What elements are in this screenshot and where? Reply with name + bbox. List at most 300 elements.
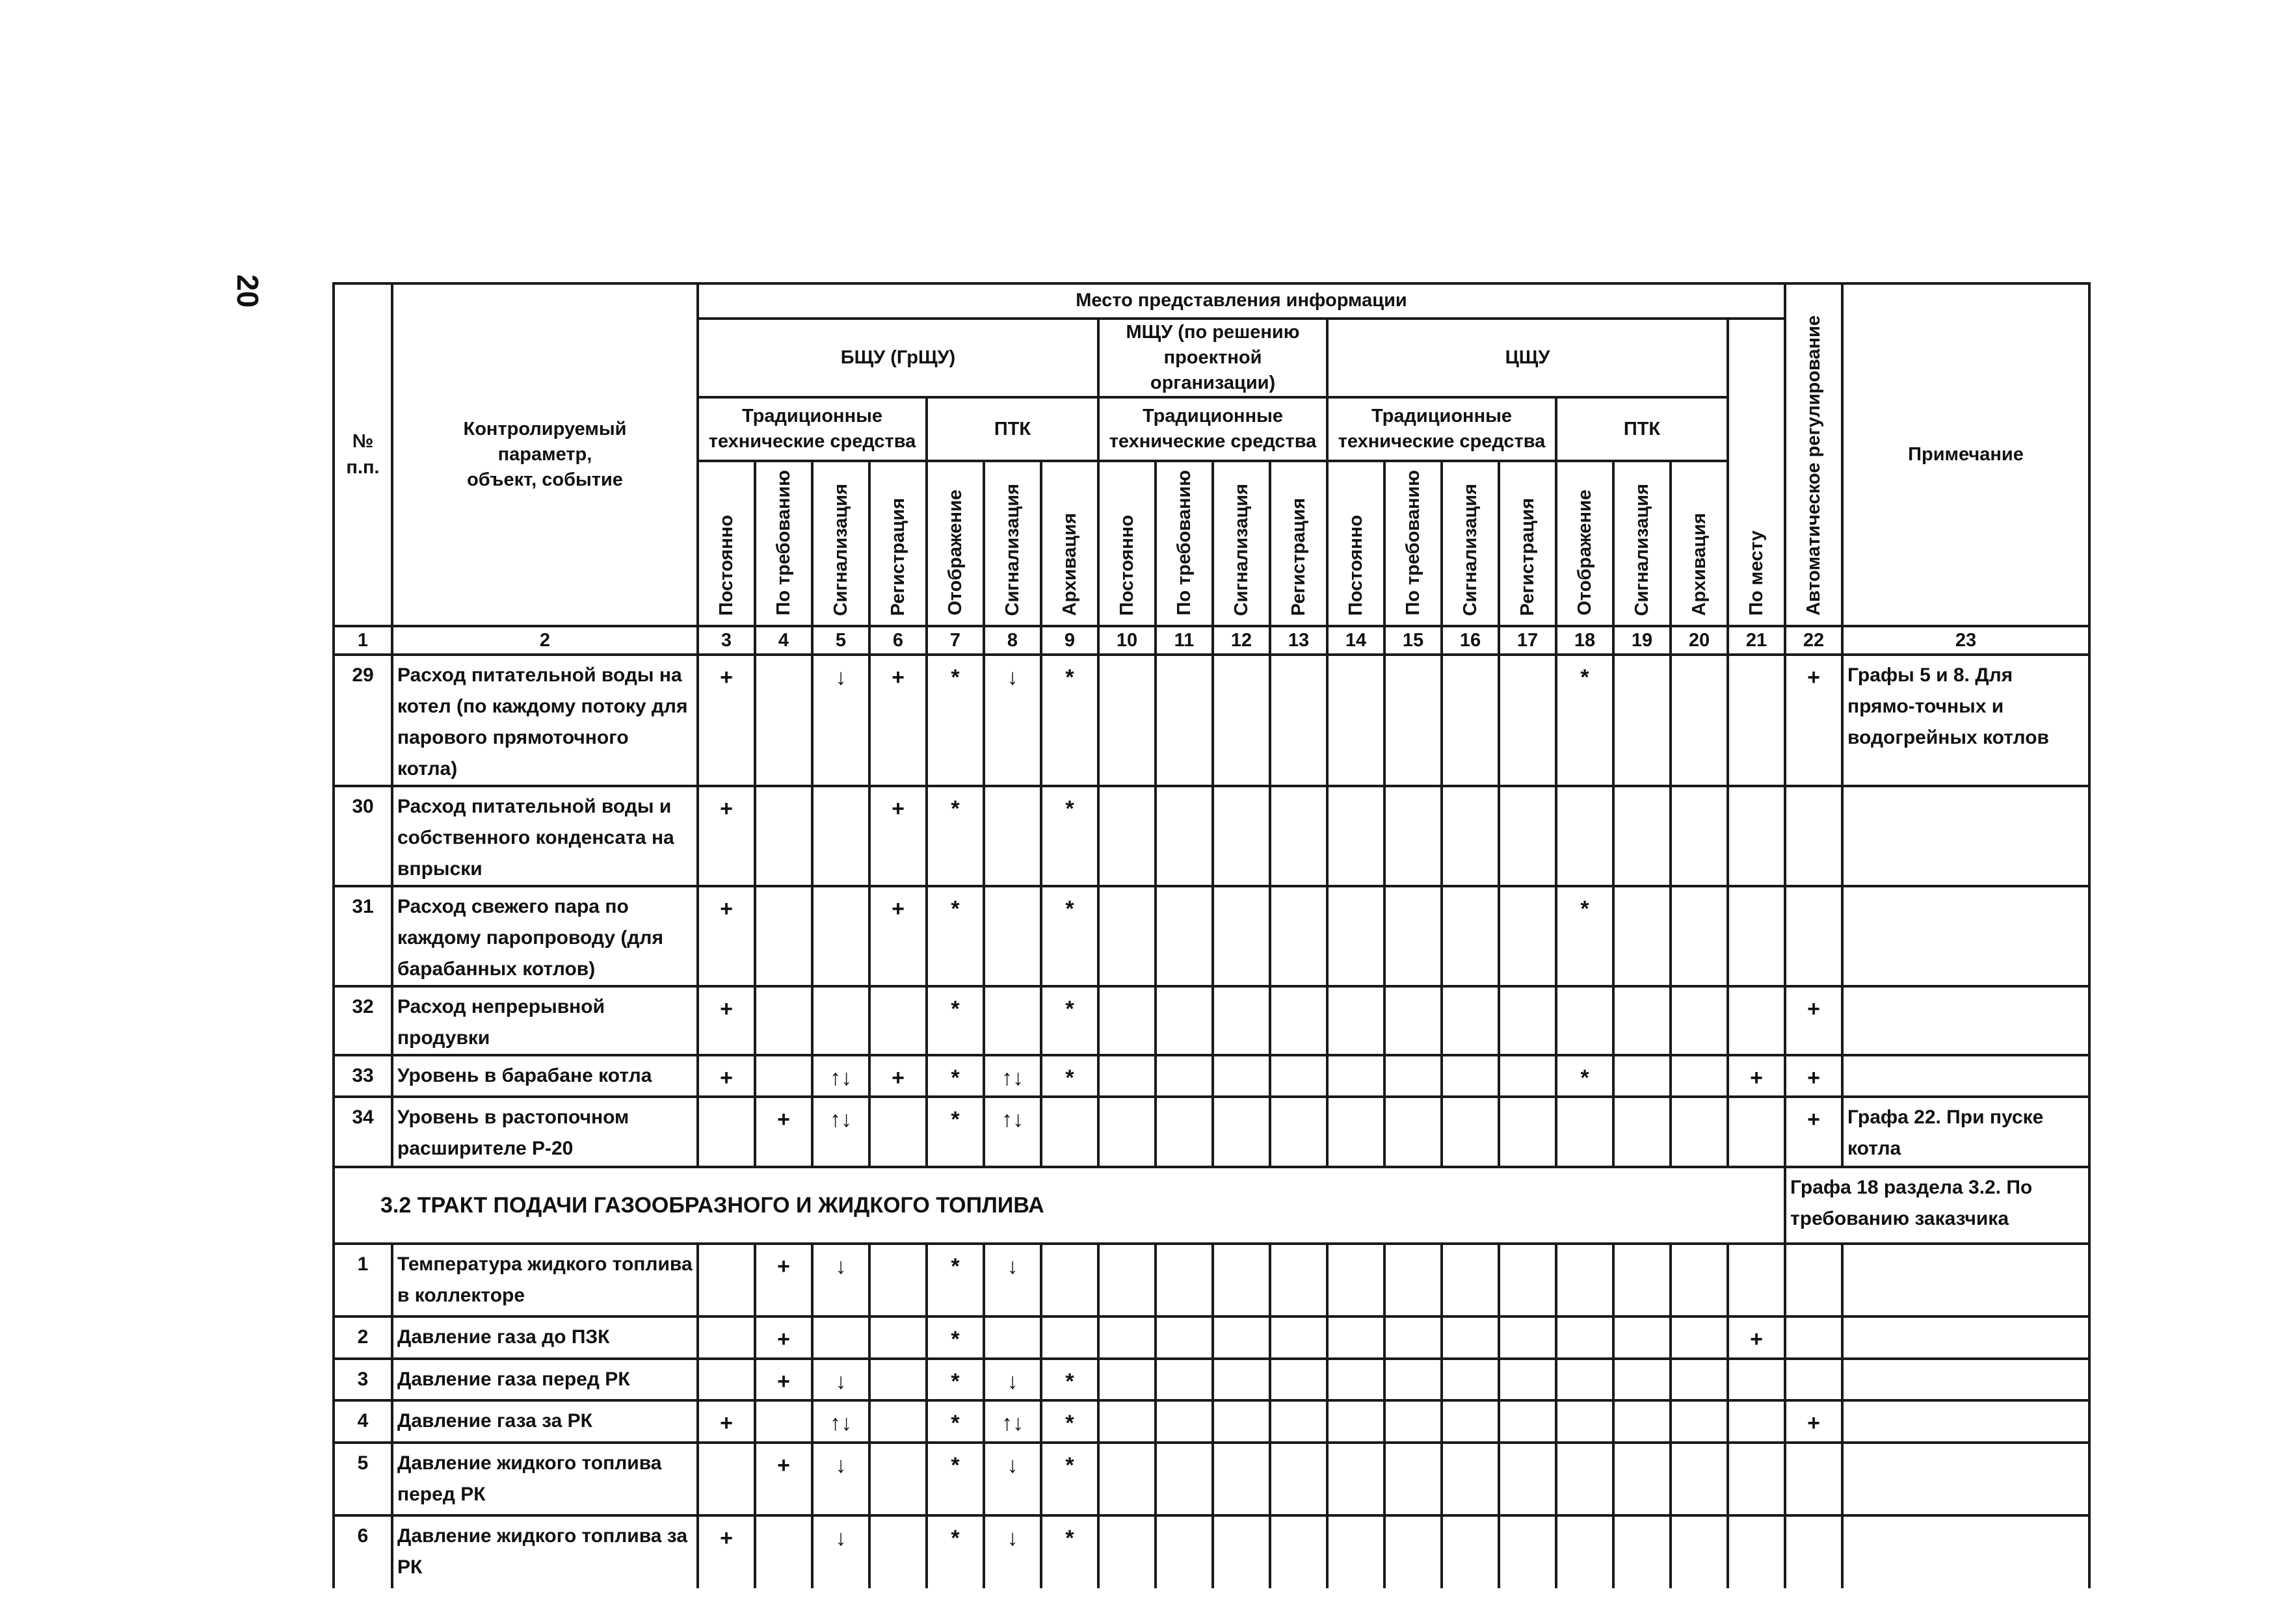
cell-col-3 bbox=[698, 1097, 755, 1167]
column-number-cell: 22 bbox=[1785, 626, 1842, 655]
row-parameter: Давление жидкого топлива перед РК bbox=[392, 1443, 698, 1515]
header-cshu-ptk: ПТК bbox=[1556, 397, 1728, 461]
table-row bbox=[334, 1097, 2089, 1167]
cell-col-13 bbox=[1270, 1443, 1327, 1515]
cell-col-22: + bbox=[1785, 655, 1842, 786]
cell-col-9 bbox=[1041, 1244, 1098, 1316]
cell-col-13 bbox=[1270, 1359, 1327, 1400]
row-number: 3 bbox=[334, 1359, 392, 1400]
row-parameter: Температура жидкого топлива в коллекторе bbox=[392, 1244, 698, 1316]
cell-col-16 bbox=[1442, 986, 1499, 1055]
cell-col-7: * bbox=[927, 1443, 984, 1515]
cell-col-18 bbox=[1556, 986, 1613, 1055]
cell-col-9: * bbox=[1041, 886, 1098, 986]
sub-col-17-text: Регистрация bbox=[1516, 497, 1538, 616]
table-row bbox=[334, 1055, 2089, 1097]
cell-col-15 bbox=[1384, 1443, 1442, 1515]
cell-col-19 bbox=[1613, 1097, 1671, 1167]
cell-col-13 bbox=[1270, 1055, 1327, 1097]
cell-col-15 bbox=[1384, 1244, 1442, 1316]
cell-col-19 bbox=[1613, 1055, 1671, 1097]
sub-col-6 bbox=[869, 461, 927, 626]
cell-col-3: + bbox=[698, 1515, 755, 1588]
cell-col-22 bbox=[1785, 786, 1842, 886]
sub-col-10-text: Постоянно bbox=[1116, 514, 1137, 616]
sub-col-12 bbox=[1213, 461, 1270, 626]
cell-col-6 bbox=[869, 1400, 927, 1442]
cell-col-22 bbox=[1785, 1316, 1842, 1358]
cell-col-22: + bbox=[1785, 1097, 1842, 1167]
cell-col-10 bbox=[1098, 1316, 1156, 1358]
cell-col-13 bbox=[1270, 786, 1327, 886]
header-param-text: Контролируемый параметр, объект, событие bbox=[463, 418, 627, 491]
cell-col-10 bbox=[1098, 786, 1156, 886]
cell-col-5 bbox=[812, 786, 869, 886]
cell-col-15 bbox=[1384, 786, 1442, 886]
column-number-cell: 2 bbox=[392, 626, 698, 655]
cell-col-13 bbox=[1270, 1316, 1327, 1358]
cell-col-5: ↓ bbox=[812, 1443, 869, 1515]
row-number: 33 bbox=[334, 1055, 392, 1097]
cell-col-13 bbox=[1270, 1244, 1327, 1316]
cell-col-19 bbox=[1613, 886, 1671, 986]
cell-col-17 bbox=[1499, 886, 1556, 986]
sub-col-16 bbox=[1442, 461, 1499, 626]
row-parameter: Расход питательной воды и собственного конденсата на впрыски bbox=[392, 786, 698, 886]
cell-col-5: ↑↓ bbox=[812, 1097, 869, 1167]
header-bshu-ptk: ПТК bbox=[927, 397, 1098, 461]
cell-col-5 bbox=[812, 1316, 869, 1358]
header-num bbox=[334, 283, 392, 626]
cell-col-15 bbox=[1384, 1515, 1442, 1588]
cell-col-17 bbox=[1499, 1515, 1556, 1588]
cell-col-22 bbox=[1785, 1359, 1842, 1400]
cell-col-12 bbox=[1213, 1097, 1270, 1167]
cell-col-18: * bbox=[1556, 886, 1613, 986]
cell-col-22: + bbox=[1785, 986, 1842, 1055]
header-mshu-text: МЩУ (по решению проектной организации) bbox=[1126, 322, 1300, 394]
cell-col-19 bbox=[1613, 786, 1671, 886]
cell-col-17 bbox=[1499, 986, 1556, 1055]
sub-col-5-text: Сигнализация bbox=[830, 483, 851, 616]
table-body-section-3-1 bbox=[334, 655, 2089, 1167]
cell-col-4: + bbox=[755, 1443, 812, 1515]
column-number-cell: 16 bbox=[1442, 626, 1499, 655]
cell-col-7: * bbox=[927, 786, 984, 886]
cell-col-20 bbox=[1671, 1097, 1728, 1167]
cell-col-21: + bbox=[1728, 1055, 1785, 1097]
cell-col-11 bbox=[1156, 655, 1213, 786]
header-mshu-trad-text: Традиционные технические средства bbox=[1109, 406, 1317, 452]
cell-col-8: ↓ bbox=[984, 655, 1041, 786]
cell-col-22 bbox=[1785, 886, 1842, 986]
table-row bbox=[334, 986, 2089, 1055]
cell-col-6 bbox=[869, 986, 927, 1055]
cell-col-15 bbox=[1384, 1055, 1442, 1097]
row-parameter: Давление газа за РК bbox=[392, 1400, 698, 1442]
cell-col-16 bbox=[1442, 655, 1499, 786]
cell-col-14 bbox=[1327, 786, 1384, 886]
cell-col-9 bbox=[1041, 1316, 1098, 1358]
cell-col-10 bbox=[1098, 1359, 1156, 1400]
row-note: Графы 5 и 8. Для прямо-точных и водогрейных котлов bbox=[1842, 655, 2089, 786]
cell-col-7: * bbox=[927, 986, 984, 1055]
cell-col-8 bbox=[984, 786, 1041, 886]
cell-col-4 bbox=[755, 1515, 812, 1588]
cell-col-15 bbox=[1384, 655, 1442, 786]
cell-col-12 bbox=[1213, 655, 1270, 786]
cell-col-3: + bbox=[698, 655, 755, 786]
cell-col-20 bbox=[1671, 786, 1728, 886]
cell-col-21 bbox=[1728, 986, 1785, 1055]
cell-col-12 bbox=[1213, 886, 1270, 986]
sub-col-15-text: По требованию bbox=[1402, 470, 1423, 616]
cell-col-13 bbox=[1270, 1515, 1327, 1588]
sub-col-13 bbox=[1270, 461, 1327, 626]
table-row bbox=[334, 655, 2089, 786]
cell-col-20 bbox=[1671, 1244, 1728, 1316]
header-place-of-info: Место представления информации bbox=[698, 283, 1785, 319]
cell-col-20 bbox=[1671, 1359, 1728, 1400]
cell-col-19 bbox=[1613, 1515, 1671, 1588]
cell-col-14 bbox=[1327, 1244, 1384, 1316]
table-row bbox=[334, 786, 2089, 886]
column-number-row bbox=[334, 626, 2089, 655]
cell-col-3 bbox=[698, 1244, 755, 1316]
header-cshu: ЦЩУ bbox=[1327, 319, 1728, 397]
sub-col-13-text: Регистрация bbox=[1288, 497, 1309, 616]
row-number: 2 bbox=[334, 1316, 392, 1358]
sub-col-9-text: Архивация bbox=[1059, 512, 1080, 616]
cell-col-11 bbox=[1156, 1443, 1213, 1515]
table-row bbox=[334, 1359, 2089, 1400]
row-note bbox=[1842, 1244, 2089, 1316]
sub-col-19 bbox=[1613, 461, 1671, 626]
cell-col-11 bbox=[1156, 886, 1213, 986]
cell-col-3: + bbox=[698, 886, 755, 986]
cell-col-5 bbox=[812, 886, 869, 986]
header-note: Примечание bbox=[1842, 283, 2089, 626]
cell-col-6 bbox=[869, 1097, 927, 1167]
table-row bbox=[334, 1515, 2089, 1588]
cell-col-20 bbox=[1671, 986, 1728, 1055]
sub-col-11-text: По требованию bbox=[1173, 470, 1195, 616]
cell-col-10 bbox=[1098, 1244, 1156, 1316]
column-number-cell: 1 bbox=[334, 626, 392, 655]
cell-col-14 bbox=[1327, 986, 1384, 1055]
column-number-cell: 4 bbox=[755, 626, 812, 655]
cell-col-9: * bbox=[1041, 1400, 1098, 1442]
cell-col-14 bbox=[1327, 1359, 1384, 1400]
row-parameter: Уровень в растопочном расширителе Р-20 bbox=[392, 1097, 698, 1167]
cell-col-5: ↓ bbox=[812, 655, 869, 786]
cell-col-5: ↑↓ bbox=[812, 1055, 869, 1097]
header-po-mestu-text: По месту bbox=[1745, 530, 1767, 616]
cell-col-18 bbox=[1556, 1316, 1613, 1358]
cell-col-6 bbox=[869, 1359, 927, 1400]
cell-col-8: ↓ bbox=[984, 1359, 1041, 1400]
cell-col-15 bbox=[1384, 986, 1442, 1055]
sub-col-12-text: Сигнализация bbox=[1230, 483, 1252, 616]
row-note bbox=[1842, 886, 2089, 986]
cell-col-18: * bbox=[1556, 655, 1613, 786]
cell-col-4: + bbox=[755, 1244, 812, 1316]
cell-col-20 bbox=[1671, 1515, 1728, 1588]
sub-col-6-text: Регистрация bbox=[887, 497, 908, 616]
cell-col-4 bbox=[755, 1055, 812, 1097]
header-bshu-trad bbox=[698, 397, 927, 461]
cell-col-7: * bbox=[927, 655, 984, 786]
cell-col-8 bbox=[984, 886, 1041, 986]
header-cshu-trad bbox=[1327, 397, 1556, 461]
sub-col-4-text: По требованию bbox=[773, 470, 794, 616]
cell-col-12 bbox=[1213, 1316, 1270, 1358]
cell-col-21: + bbox=[1728, 1316, 1785, 1358]
header-param bbox=[392, 283, 698, 626]
cell-col-9: * bbox=[1041, 986, 1098, 1055]
column-number-cell: 6 bbox=[869, 626, 927, 655]
cell-col-16 bbox=[1442, 1316, 1499, 1358]
sub-col-18 bbox=[1556, 461, 1613, 626]
cell-col-19 bbox=[1613, 1443, 1671, 1515]
sub-col-3-text: Постоянно bbox=[715, 514, 737, 616]
sub-col-17 bbox=[1499, 461, 1556, 626]
table-row bbox=[334, 1244, 2089, 1316]
sub-col-4 bbox=[755, 461, 812, 626]
cell-col-18 bbox=[1556, 1244, 1613, 1316]
row-note bbox=[1842, 1359, 2089, 1400]
cell-col-7: * bbox=[927, 1244, 984, 1316]
cell-col-13 bbox=[1270, 986, 1327, 1055]
cell-col-22 bbox=[1785, 1443, 1842, 1515]
cell-col-9: * bbox=[1041, 655, 1098, 786]
header-bshu-trad-text: Традиционные технические средства bbox=[708, 406, 916, 452]
row-note bbox=[1842, 786, 2089, 886]
row-note bbox=[1842, 1055, 2089, 1097]
sub-col-18-text: Отображение bbox=[1574, 490, 1595, 616]
row-number: 5 bbox=[334, 1443, 392, 1515]
cell-col-9: * bbox=[1041, 1055, 1098, 1097]
column-number-cell: 9 bbox=[1041, 626, 1098, 655]
cell-col-6 bbox=[869, 1244, 927, 1316]
row-number: 29 bbox=[334, 655, 392, 786]
cell-col-21 bbox=[1728, 1443, 1785, 1515]
cell-col-18 bbox=[1556, 1097, 1613, 1167]
column-number-cell: 20 bbox=[1671, 626, 1728, 655]
cell-col-7: * bbox=[927, 1515, 984, 1588]
cell-col-7: * bbox=[927, 1097, 984, 1167]
cell-col-21 bbox=[1728, 1244, 1785, 1316]
cell-col-5: ↑↓ bbox=[812, 1400, 869, 1442]
cell-col-13 bbox=[1270, 1097, 1327, 1167]
cell-col-13 bbox=[1270, 1400, 1327, 1442]
row-note bbox=[1842, 1515, 2089, 1588]
cell-col-19 bbox=[1613, 1316, 1671, 1358]
sub-col-5 bbox=[812, 461, 869, 626]
cell-col-22 bbox=[1785, 1244, 1842, 1316]
cell-col-16 bbox=[1442, 886, 1499, 986]
cell-col-15 bbox=[1384, 886, 1442, 986]
cell-col-6: + bbox=[869, 1055, 927, 1097]
cell-col-19 bbox=[1613, 655, 1671, 786]
cell-col-8: ↑↓ bbox=[984, 1400, 1041, 1442]
header-mshu-trad bbox=[1098, 397, 1327, 461]
column-number-cell: 10 bbox=[1098, 626, 1156, 655]
column-number-cell: 12 bbox=[1213, 626, 1270, 655]
cell-col-11 bbox=[1156, 1400, 1213, 1442]
column-number-cell: 11 bbox=[1156, 626, 1213, 655]
sub-col-19-text: Сигнализация bbox=[1631, 483, 1652, 616]
cell-col-18 bbox=[1556, 1359, 1613, 1400]
cell-col-14 bbox=[1327, 1443, 1384, 1515]
header-num-text: № п.п. bbox=[346, 431, 380, 478]
cell-col-17 bbox=[1499, 1244, 1556, 1316]
cell-col-10 bbox=[1098, 1443, 1156, 1515]
cell-col-11 bbox=[1156, 1244, 1213, 1316]
cell-col-15 bbox=[1384, 1359, 1442, 1400]
cell-col-17 bbox=[1499, 655, 1556, 786]
sub-col-15 bbox=[1384, 461, 1442, 626]
cell-col-21 bbox=[1728, 786, 1785, 886]
cell-col-18 bbox=[1556, 1400, 1613, 1442]
monitoring-table bbox=[332, 282, 2091, 1588]
table-row bbox=[334, 1316, 2089, 1358]
cell-col-4: + bbox=[755, 1316, 812, 1358]
cell-col-3 bbox=[698, 1316, 755, 1358]
cell-col-12 bbox=[1213, 1055, 1270, 1097]
header-auto-reg bbox=[1785, 283, 1842, 626]
row-note bbox=[1842, 1443, 2089, 1515]
cell-col-6: + bbox=[869, 655, 927, 786]
row-parameter: Давление газа до ПЗК bbox=[392, 1316, 698, 1358]
cell-col-14 bbox=[1327, 1515, 1384, 1588]
cell-col-21 bbox=[1728, 1515, 1785, 1588]
sub-col-9 bbox=[1041, 461, 1098, 626]
cell-col-18 bbox=[1556, 786, 1613, 886]
cell-col-12 bbox=[1213, 1359, 1270, 1400]
cell-col-9: * bbox=[1041, 1515, 1098, 1588]
column-number-cell: 23 bbox=[1842, 626, 2089, 655]
cell-col-19 bbox=[1613, 1400, 1671, 1442]
cell-col-17 bbox=[1499, 786, 1556, 886]
cell-col-6: + bbox=[869, 786, 927, 886]
cell-col-8 bbox=[984, 1316, 1041, 1358]
cell-col-20 bbox=[1671, 1316, 1728, 1358]
cell-col-9 bbox=[1041, 1097, 1098, 1167]
cell-col-22: + bbox=[1785, 1400, 1842, 1442]
cell-col-6: + bbox=[869, 886, 927, 986]
sub-col-7-text: Отображение bbox=[944, 490, 966, 616]
cell-col-17 bbox=[1499, 1400, 1556, 1442]
cell-col-22: + bbox=[1785, 1055, 1842, 1097]
cell-col-14 bbox=[1327, 886, 1384, 986]
cell-col-11 bbox=[1156, 1515, 1213, 1588]
cell-col-12 bbox=[1213, 1244, 1270, 1316]
cell-col-3: + bbox=[698, 1055, 755, 1097]
cell-col-16 bbox=[1442, 1359, 1499, 1400]
cell-col-16 bbox=[1442, 1244, 1499, 1316]
column-number-cell: 5 bbox=[812, 626, 869, 655]
cell-col-13 bbox=[1270, 886, 1327, 986]
cell-col-19 bbox=[1613, 986, 1671, 1055]
cell-col-4: + bbox=[755, 1359, 812, 1400]
cell-col-10 bbox=[1098, 886, 1156, 986]
sub-col-10 bbox=[1098, 461, 1156, 626]
cell-col-8: ↑↓ bbox=[984, 1055, 1041, 1097]
header-mshu bbox=[1098, 319, 1327, 397]
row-note bbox=[1842, 1400, 2089, 1442]
row-parameter: Расход питательной воды на котел (по каждому потоку для парового прямоточного котла) bbox=[392, 655, 698, 786]
table-row bbox=[334, 1443, 2089, 1515]
cell-col-8: ↓ bbox=[984, 1443, 1041, 1515]
cell-col-4: + bbox=[755, 1097, 812, 1167]
cell-col-10 bbox=[1098, 1400, 1156, 1442]
cell-col-8: ↓ bbox=[984, 1515, 1041, 1588]
cell-col-12 bbox=[1213, 1515, 1270, 1588]
cell-col-16 bbox=[1442, 786, 1499, 886]
column-number-cell: 19 bbox=[1613, 626, 1671, 655]
sub-col-14 bbox=[1327, 461, 1384, 626]
sub-col-20-text: Архивация bbox=[1688, 512, 1710, 616]
column-number-cell: 18 bbox=[1556, 626, 1613, 655]
cell-col-10 bbox=[1098, 1097, 1156, 1167]
cell-col-7: * bbox=[927, 1055, 984, 1097]
row-parameter: Расход свежего пара по каждому паропроводу (для барабанных котлов) bbox=[392, 886, 698, 986]
cell-col-14 bbox=[1327, 655, 1384, 786]
cell-col-4 bbox=[755, 986, 812, 1055]
cell-col-18 bbox=[1556, 1515, 1613, 1588]
column-number-cell: 7 bbox=[927, 626, 984, 655]
cell-col-14 bbox=[1327, 1055, 1384, 1097]
cell-col-17 bbox=[1499, 1359, 1556, 1400]
cell-col-10 bbox=[1098, 1515, 1156, 1588]
cell-col-3: + bbox=[698, 986, 755, 1055]
cell-col-8: ↓ bbox=[984, 1244, 1041, 1316]
row-number: 34 bbox=[334, 1097, 392, 1167]
cell-col-11 bbox=[1156, 1359, 1213, 1400]
cell-col-10 bbox=[1098, 986, 1156, 1055]
cell-col-21 bbox=[1728, 1359, 1785, 1400]
cell-col-21 bbox=[1728, 655, 1785, 786]
cell-col-20 bbox=[1671, 886, 1728, 986]
cell-col-15 bbox=[1384, 1316, 1442, 1358]
cell-col-7: * bbox=[927, 1316, 984, 1358]
cell-col-20 bbox=[1671, 1443, 1728, 1515]
cell-col-16 bbox=[1442, 1097, 1499, 1167]
cell-col-4 bbox=[755, 1400, 812, 1442]
cell-col-15 bbox=[1384, 1400, 1442, 1442]
cell-col-7: * bbox=[927, 886, 984, 986]
cell-col-5: ↓ bbox=[812, 1359, 869, 1400]
section-header-body bbox=[334, 1167, 2089, 1244]
cell-col-6 bbox=[869, 1515, 927, 1588]
cell-col-7: * bbox=[927, 1400, 984, 1442]
column-number-cell: 17 bbox=[1499, 626, 1556, 655]
cell-col-21 bbox=[1728, 886, 1785, 986]
cell-col-10 bbox=[1098, 655, 1156, 786]
row-note bbox=[1842, 986, 2089, 1055]
sub-col-8 bbox=[984, 461, 1041, 626]
table-row bbox=[334, 1400, 2089, 1442]
sub-col-11 bbox=[1156, 461, 1213, 626]
sub-col-8-text: Сигнализация bbox=[1001, 483, 1023, 616]
header-auto-reg-text: Автоматическое регулирование bbox=[1803, 315, 1824, 616]
cell-col-7: * bbox=[927, 1359, 984, 1400]
cell-col-16 bbox=[1442, 1443, 1499, 1515]
cell-col-6 bbox=[869, 1443, 927, 1515]
header-bshu: БЩУ (ГрЩУ) bbox=[698, 319, 1098, 397]
cell-col-8 bbox=[984, 986, 1041, 1055]
